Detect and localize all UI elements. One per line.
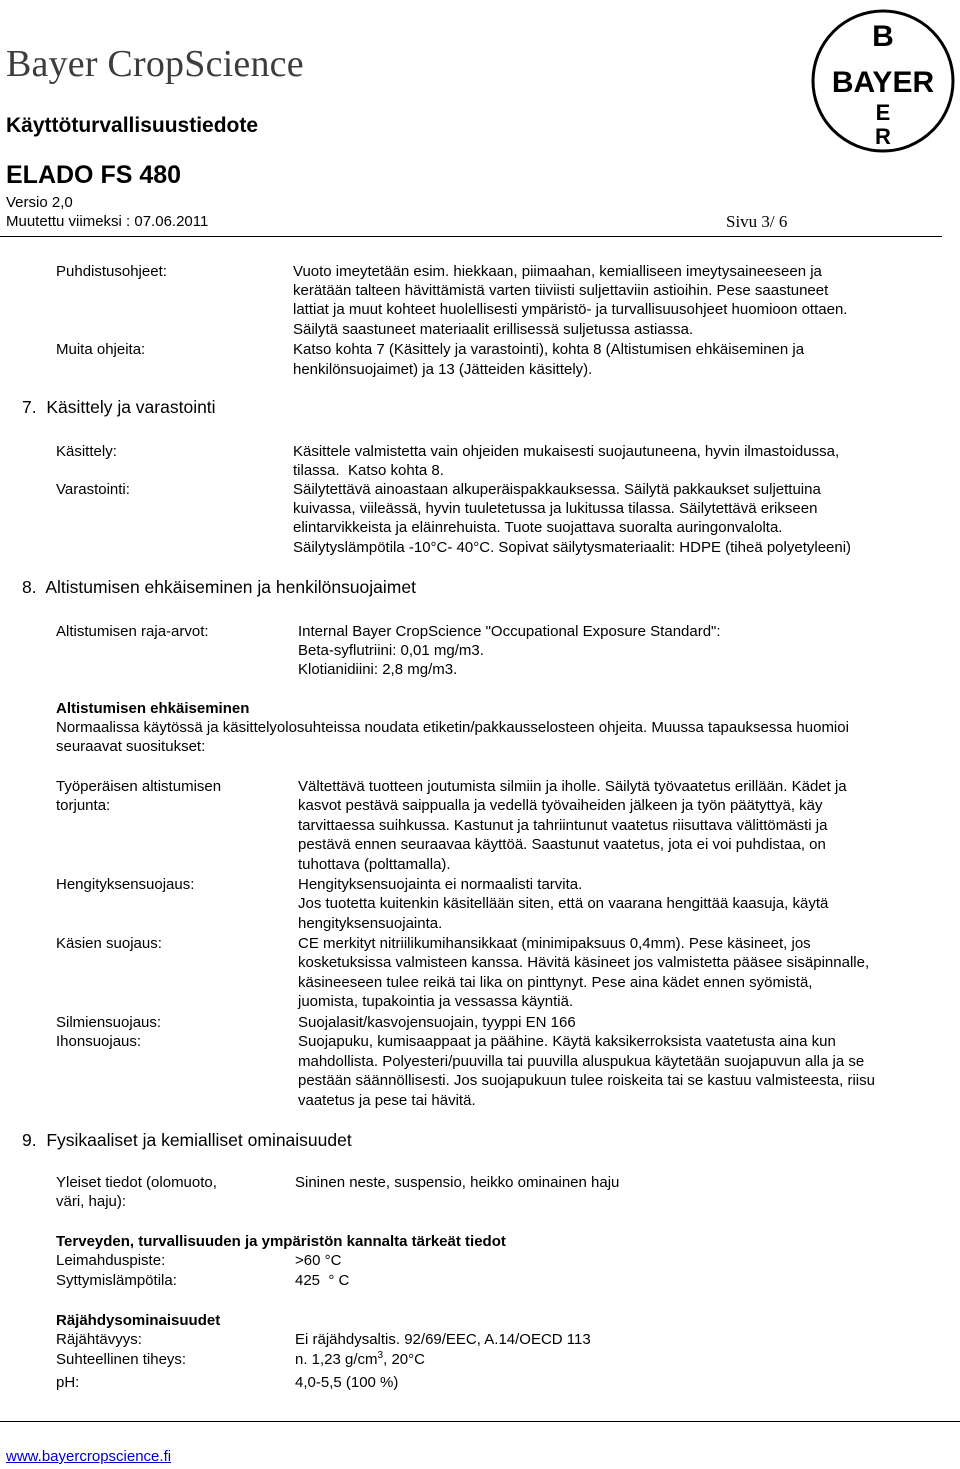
skin-protection-line: vaatetus ja pese tai hävitä. (298, 1092, 476, 1109)
other-instructions-line: Katso kohta 7 (Käsittely ja varastointi), kohta 8 (Altistumisen ehkäiseminen ja (293, 341, 805, 358)
handling-line: Käsittele valmistetta vain ohjeiden mukaisesti suojautuneena, hyvin ilmastoidussa, (293, 443, 840, 460)
respiratory-line: Hengityksensuojainta ei normaalisti tarvita. (298, 876, 583, 893)
prevention-line: Normaalissa käytössä ja käsittelyolosuhteissa noudata etiketin/pakkausselosteen ohjeita. Muussa tapauksessa huomioi (56, 719, 849, 736)
cleaning-line: Säilytä saastuneet materiaalit erillisessä suljetussa astiassa. (293, 321, 694, 338)
storage-line: Säilytettävä ainoastaan alkuperäispakkauksessa. Säilytä pakkaukset suljettuina (293, 481, 821, 498)
skin-protection-line: pestään säännöllisesti. Jos suojapukuun tulee roiskeita tai se kastuu valmisteesta, riisu (298, 1072, 875, 1089)
respiratory-label: Hengityksensuojaus: (56, 876, 195, 893)
density-value (295, 1350, 425, 1369)
ignition-temp-label: Syttymislämpötila: (56, 1272, 177, 1289)
cleaning-line: Vuoto imeytetään esim. hiekkaan, piimaahan, kemialliseen imeytysaineeseen ja (293, 263, 822, 280)
general-info-value: Sininen neste, suspensio, heikko ominainen haju (295, 1174, 620, 1191)
exposure-limits-line: Internal Bayer CropScience "Occupational Exposure Standard": (298, 623, 721, 640)
storage-line: kuivassa, viileässä, hyvin tuuletetussa ja lukitussa tilassa. Säilytettävä erikseen (293, 500, 818, 517)
general-info-label: Yleiset tiedot (olomuoto, (56, 1174, 217, 1191)
storage-line: elintarvikkeista ja eläinrehuista. Tuote suojattava suoralta auringonvalolta. (293, 519, 783, 536)
header-divider (0, 236, 942, 237)
explosivity-value: Ei räjähdysaltis. 92/69/EEC, A.14/OECD 113 (295, 1331, 591, 1348)
page-number: Sivu 3/ 6 (726, 212, 788, 231)
ignition-temp-value: 425 ° C (295, 1272, 350, 1289)
svg-text:E: E (875, 100, 891, 125)
explosive-properties-heading: Räjähdysominaisuudet (56, 1312, 221, 1329)
section-8-title: 8. Altistumisen ehkäiseminen ja henkilönsuojaimet (22, 577, 416, 597)
ph-value: 4,0-5,5 (100 %) (295, 1374, 399, 1391)
hand-protection-line: CE merkityt nitriilikumihansikkaat (minimipaksuus 0,4mm). Pese käsineet, jos (298, 935, 811, 952)
eye-protection-value: Suojalasit/kasvojensuojain, tyyppi EN 166 (298, 1014, 576, 1031)
eye-protection-label: Silmiensuojaus: (56, 1014, 162, 1031)
section-7-title: 7. Käsittely ja varastointi (22, 397, 216, 417)
other-instructions-label: Muita ohjeita: (56, 341, 146, 358)
density-exponent: 3 (377, 1350, 384, 1361)
explosivity-label: Räjähtävyys: (56, 1331, 142, 1348)
prevention-heading: Altistumisen ehkäiseminen (56, 700, 250, 717)
density-label: Suhteellinen tiheys: (56, 1351, 187, 1368)
hand-protection-line: juomista, tupakointia ja vessassa käyntiä. (298, 993, 574, 1010)
other-instructions-line: henkilönsuojaimet) ja 13 (Jätteiden käsittely). (293, 361, 593, 378)
flash-point-value: >60 °C (295, 1252, 342, 1269)
handling-label: Käsittely: (56, 443, 117, 460)
modified-date: Muutettu viimeksi : 07.06.2011 (6, 213, 209, 230)
cleaning-label: Puhdistusohjeet: (56, 263, 167, 280)
product-name: ELADO FS 480 (6, 161, 182, 189)
respiratory-line: hengityksensuojainta. (298, 915, 443, 932)
svg-text:R: R (875, 124, 891, 149)
prevention-line: seuraavat suositukset: (56, 738, 206, 755)
workplace-line: Vältettävä tuotteen joutumista silmiin ja iholle. Säilytä työvaatetus erillään. Kädet ja (298, 778, 847, 795)
workplace-line: tarvittaessa suihkussa. Kastunut ja tahriintunut vaatetus riisuttava välittömästi ja (298, 817, 828, 834)
skin-protection-line: mahdollista. Polyesteri/puuvilla tai puuvilla aluspukua käytetään suojapuvun alla ja se (298, 1053, 865, 1070)
footer-divider (0, 1421, 960, 1422)
hand-protection-label: Käsien suojaus: (56, 935, 162, 952)
exposure-limits-line: Beta-syflutriini: 0,01 mg/m3. (298, 642, 484, 659)
website-link[interactable]: www.bayercropscience.fi (6, 1448, 172, 1465)
document-title: Käyttöturvallisuustiedote (6, 114, 259, 137)
svg-text:BAYER: BAYER (831, 66, 935, 99)
storage-label: Varastointi: (56, 481, 130, 498)
cleaning-line: lattiat ja muut kohteet huolellisesti ympäristö- ja turvallisuusohjeet huomioon ottaen. (293, 301, 848, 318)
workplace-line: tuhottava (polttamalla). (298, 856, 451, 873)
exposure-limits-line: Klotianidiini: 2,8 mg/m3. (298, 661, 458, 678)
general-info-label: väri, haju): (56, 1193, 127, 1210)
density-temperature: , 20°C (383, 1351, 425, 1368)
bayer-cross-logo (810, 8, 956, 154)
workplace-line: pestävä ennen seuraavaa käyttöä. Saastunut vaatetus, jota ei voi puhdistaa, on (298, 836, 826, 853)
version-text: Versio 2,0 (6, 194, 73, 211)
hand-protection-line: kosketuksissa valmisteen kanssa. Hävitä käsineet jos valmistetta pääsee sisäpinnalle, (298, 954, 870, 971)
section-9-title: 9. Fysikaaliset ja kemialliset ominaisuudet (22, 1130, 352, 1150)
workplace-label: torjunta: (56, 797, 111, 814)
workplace-label: Työperäisen altistumisen (56, 778, 222, 795)
respiratory-line: Jos tuotetta kuitenkin käsitellään siten, että on vaarana hengittää kaasuja, käytä (298, 895, 829, 912)
skin-protection-label: Ihonsuojaus: (56, 1033, 142, 1050)
flash-point-label: Leimahduspiste: (56, 1252, 166, 1269)
density-number: n. 1,23 g/cm (295, 1351, 378, 1368)
handling-line: tilassa. Katso kohta 8. (293, 462, 444, 479)
svg-text:B: B (872, 20, 894, 53)
ph-label: pH: (56, 1374, 80, 1391)
brand-name: Bayer CropScience (6, 43, 304, 85)
exposure-limits-label: Altistumisen raja-arvot: (56, 623, 209, 640)
health-safety-heading: Terveyden, turvallisuuden ja ympäristön kannalta tärkeät tiedot (56, 1233, 506, 1250)
cleaning-line: kerätään talteen hävittämistä varten tiiviisti suljettaviin astioihin. Pese saastuneet (293, 282, 829, 299)
skin-protection-line: Suojapuku, kumisaappaat ja päähine. Käytä kaksikerroksista vaatetusta aina kun (298, 1033, 836, 1050)
workplace-line: kasvot pestävä saippualla ja vedellä työvaiheiden jälkeen ja työn päätyttyä, käy (298, 797, 823, 814)
hand-protection-line: käsineeseen tulee reikä tai lika on pinttynyt. Pese aina kädet ennen syömistä, (298, 974, 813, 991)
storage-line: Säilytyslämpötila -10°C- 40°C. Sopivat säilytysmateriaalit: HDPE (tiheä polyetyleeni) (293, 539, 852, 556)
